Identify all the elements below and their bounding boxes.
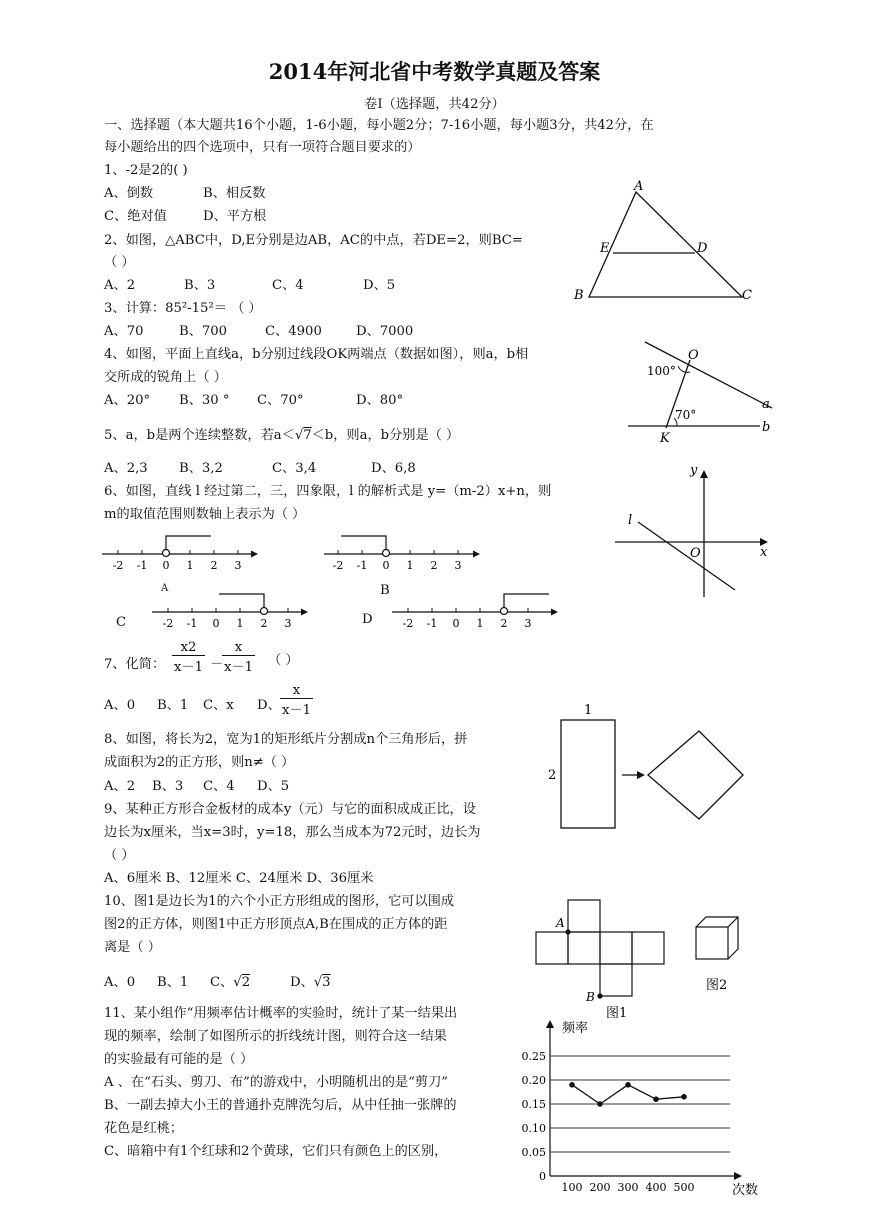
q8-option-b: B、3 xyxy=(152,779,184,794)
q9-stem-line2: 边长为x厘米，当x=3时，y=18，那么当成本为72元时，边长为 xyxy=(104,825,481,840)
q11-stem-line2: 现的频率，绘制了如图所示的折线统计图，则符合这一结果 xyxy=(104,1029,447,1044)
q7-minus: － xyxy=(210,657,224,672)
q7-optd-numerator: x xyxy=(280,683,313,699)
number-line-option-c xyxy=(150,586,310,634)
number-line-tick-label: 1 xyxy=(236,617,244,630)
label-y: y xyxy=(690,463,698,478)
section-header-line2: 每小题给出的四个选项中，只有一项符合题目要求的） xyxy=(104,140,421,155)
chart-y-axis-arrow xyxy=(546,1020,554,1028)
q5-option-b: B、3,2 xyxy=(179,461,223,476)
chart-data-point xyxy=(653,1096,659,1102)
label-x: x xyxy=(760,545,768,560)
number-line-tick-label: 2 xyxy=(500,617,508,630)
q8-option-a: A、2 xyxy=(104,779,136,794)
chart-y-tick-label: 0.25 xyxy=(521,1050,546,1063)
q3-stem: 3、计算：85²-15²＝ （ ） xyxy=(104,301,262,316)
chart-x-tick-label: 300 xyxy=(617,1181,639,1194)
q2-option-b: B、3 xyxy=(184,278,216,293)
q8-option-c: C、4 xyxy=(203,779,235,794)
label-width-1: 1 xyxy=(584,703,593,718)
q11-stem-line3: 的实验最有可能的是（ ） xyxy=(104,1052,254,1067)
q11-option-b-line1: B、一副去掉大小王的普通扑克牌洗匀后，从中任抽一张牌的 xyxy=(104,1098,457,1113)
number-line-tick-label: 2 xyxy=(210,559,218,572)
q11-option-b-line2: 花色是红桃； xyxy=(104,1121,184,1136)
q6-label-a: A xyxy=(161,583,169,594)
number-line-tick-label: 0 xyxy=(452,617,460,630)
number-line-option-b xyxy=(322,528,482,590)
q5-stem-part1: 5、a，b是两个连续整数，若a＜ xyxy=(104,428,295,443)
number-line-ray xyxy=(166,536,211,550)
q4-stem-line2: 交所成的锐角上（ ） xyxy=(104,370,227,385)
q7-fraction-2 xyxy=(222,640,255,675)
q7-fraction-1 xyxy=(172,640,205,675)
number-line-open-circle xyxy=(501,608,508,615)
q5-option-d: D、6,8 xyxy=(371,461,416,476)
q4-option-b: B、30 ° xyxy=(179,393,230,408)
triangle-label-c: C xyxy=(742,288,752,303)
q9-stem-line1: 9、某种正方形合金板材的成本y（元）与它的面积成成正比，设 xyxy=(104,802,476,817)
q7-optd-denominator: x－1 xyxy=(282,703,312,718)
q6-label-c: C xyxy=(116,615,127,630)
q4-stem-line1: 4、如图，平面上直线a，b分别过线段OK两端点（数据如图），则a，b相 xyxy=(104,347,529,362)
q9-paren: （ ） xyxy=(104,848,135,863)
number-line-tick-label: -1 xyxy=(186,617,198,630)
q7-frac2-denominator: x－1 xyxy=(224,660,254,675)
cube-front-face xyxy=(696,927,728,959)
triangle-figure xyxy=(570,178,760,308)
number-line-arrow xyxy=(473,551,480,558)
chart-x-axis-label: 次数 xyxy=(732,1183,759,1198)
label-origin: O xyxy=(690,546,701,561)
net-square-1 xyxy=(568,900,600,932)
q7-option-c: C、x xyxy=(203,698,234,713)
chart-y-tick-label: 0.15 xyxy=(521,1098,546,1111)
number-line-tick-label: 1 xyxy=(406,559,414,572)
number-line-tick-label: 1 xyxy=(476,617,484,630)
q2-option-d: D、5 xyxy=(363,278,396,293)
q5-option-a: A、2,3 xyxy=(104,461,148,476)
q6-label-d: D xyxy=(362,612,373,627)
q1-option-b: B、相反数 xyxy=(203,186,266,201)
number-line-tick-label: 2 xyxy=(430,559,438,572)
cube-net-figure xyxy=(530,895,750,1025)
chart-y-tick-label: 0.05 xyxy=(521,1146,546,1159)
chart-data-point xyxy=(569,1082,575,1088)
number-line-tick-label: 0 xyxy=(212,617,220,630)
q6-stem-line1: 6、如图，直线 l 经过第二，三，四象限，l 的解析式是 y=（m-2）x+n，则 xyxy=(104,484,552,499)
q10-sqrt-sign-d: √ xyxy=(313,975,323,990)
label-b: b xyxy=(762,420,771,435)
number-line-tick-label: -1 xyxy=(426,617,438,630)
number-line-arrow xyxy=(551,609,558,616)
q11-option-a: A 、在“石头、剪刀、布”的游戏中，小明随机出的是“剪刀” xyxy=(104,1075,448,1090)
chart-x-tick-label: 500 xyxy=(673,1181,695,1194)
number-line-tick-label: 3 xyxy=(454,559,462,572)
q1-stem: 1、-2是2的( ) xyxy=(104,163,188,178)
q5-stem-part2: ＜b，则a，b分别是（ ） xyxy=(311,428,460,443)
label-height-2: 2 xyxy=(548,768,557,783)
number-line-tick-label: 3 xyxy=(234,559,242,572)
q10-stem-line2: 图2的正方体，则图1中正方形顶点A,B在围成的正方体的距 xyxy=(104,917,448,932)
q10-option-c xyxy=(210,974,250,992)
chart-x-tick-label: 400 xyxy=(645,1181,667,1194)
point-b-dot xyxy=(597,993,602,998)
number-line-ray xyxy=(341,536,386,550)
axes-figure xyxy=(610,462,775,602)
q2-option-c: C、4 xyxy=(272,278,304,293)
label-a: a xyxy=(762,397,770,412)
q1-option-a: A、倒数 xyxy=(104,186,154,201)
cube-drawing xyxy=(696,917,738,959)
square-rotated xyxy=(648,731,743,819)
chart-data-point xyxy=(625,1082,631,1088)
chart-x-tick-label: 100 xyxy=(561,1181,583,1194)
number-line-open-circle xyxy=(383,550,390,557)
paper-title: 2014年河北省中考数学真题及答案 xyxy=(268,59,601,84)
q7-stem: 7、化简： xyxy=(104,657,166,672)
q7-paren: （ ） xyxy=(268,653,299,668)
q7-option-b: B、1 xyxy=(157,698,189,713)
q6-label-b: B xyxy=(380,583,390,598)
point-a-dot xyxy=(565,929,570,934)
number-line-option-d xyxy=(390,586,560,634)
triangle-label-d: D xyxy=(697,241,708,256)
label-angle-100: 100° xyxy=(647,364,676,378)
q6-stem-line2: m的取值范围则数轴上表示为（ ） xyxy=(104,507,306,522)
label-k: K xyxy=(660,431,670,446)
q3-option-a: A、70 xyxy=(104,324,144,339)
line-l xyxy=(638,522,735,590)
number-line-tick-label: 1 xyxy=(186,559,194,572)
q10-option-d-sqrt: 3 xyxy=(322,975,331,990)
q1-option-d: D、平方根 xyxy=(203,209,267,224)
chart-y-axis-label: 频率 xyxy=(562,1021,589,1036)
q10-stem-line1: 10、图1是边长为1的六个小正方形组成的图形，它可以围成 xyxy=(104,894,455,909)
q10-option-c-label: C、 xyxy=(210,975,234,990)
q10-stem-line3: 离是（ ） xyxy=(104,940,161,955)
q7-frac1-denominator: x－1 xyxy=(174,660,204,675)
chart-y-tick-label: 0.20 xyxy=(521,1074,546,1087)
number-line-tick-label: -1 xyxy=(356,559,368,572)
q11-option-c: C、暗箱中有1个红球和2个黄球，它们只有颜色上的区别， xyxy=(104,1144,448,1159)
label-point-a: A xyxy=(556,916,565,930)
section-header-line1: 一、选择题（本大题共16个小题，1-6小题，每小题2分；7-16小题，每小题3分，共42分，在 xyxy=(104,118,654,133)
rectangle-2x1 xyxy=(561,720,615,828)
q7-option-a: A、0 xyxy=(104,698,136,713)
number-line-tick-label: 0 xyxy=(382,559,390,572)
net-square-5 xyxy=(632,932,664,964)
q7-frac1-numerator: x2 xyxy=(172,640,205,656)
q4-option-d: D、80° xyxy=(356,393,404,408)
q3-option-c: C、4900 xyxy=(265,324,322,339)
label-fig2: 图2 xyxy=(706,978,728,993)
number-line-tick-label: -2 xyxy=(402,617,414,630)
q10-sqrt-sign-c: √ xyxy=(233,975,242,990)
q8-stem-line2: 成面积为2的正方形，则n≠（ ） xyxy=(104,755,295,770)
triangle-abc xyxy=(589,192,742,297)
q3-option-b: B、700 xyxy=(179,324,228,339)
net-square-4 xyxy=(600,932,632,964)
chart-x-axis-arrow xyxy=(734,1172,742,1180)
number-line-tick-label: 3 xyxy=(524,617,532,630)
number-line-open-circle xyxy=(163,550,170,557)
label-fig1: 图1 xyxy=(606,1006,628,1021)
number-line-tick-label: -1 xyxy=(136,559,148,572)
q1-option-c: C、绝对值 xyxy=(104,209,167,224)
q2-paren: （ ） xyxy=(104,255,135,270)
y-axis-arrow xyxy=(700,470,708,478)
paper-subtitle: 卷Ⅰ（选择题，共42分） xyxy=(364,97,505,112)
q3-option-d: D、7000 xyxy=(356,324,414,339)
number-line-ray xyxy=(219,594,264,608)
q8-stem-line1: 8、如图，将长为2，宽为1的矩形纸片分割成n个三角形后，拼 xyxy=(104,732,468,747)
lines-figure xyxy=(620,338,790,448)
q5-sqrt-sign: √ xyxy=(294,428,304,443)
q10-option-d xyxy=(290,974,331,992)
q5-sqrt-value: 7 xyxy=(303,428,312,443)
number-line-tick-label: -2 xyxy=(112,559,124,572)
label-o: O xyxy=(688,348,699,363)
chart-x-tick-label: 200 xyxy=(589,1181,611,1194)
number-line-open-circle xyxy=(261,608,268,615)
label-l: l xyxy=(628,513,633,528)
rectangle-square-figure xyxy=(540,700,770,835)
q9-options: A、6厘米 B、12厘米 C、24厘米 D、36厘米 xyxy=(104,871,374,886)
number-line-option-a xyxy=(100,528,260,590)
number-line-arrow xyxy=(301,609,308,616)
number-line-tick-label: 2 xyxy=(260,617,268,630)
net-square-3 xyxy=(568,932,600,964)
number-line-ray xyxy=(504,594,549,608)
chart-data-point xyxy=(597,1101,603,1107)
number-line-tick-label: -2 xyxy=(332,559,344,572)
number-line-tick-label: -2 xyxy=(162,617,174,630)
q2-stem: 2、如图，△ABC中，D,E分别是边AB，AC的中点，若DE=2，则BC= xyxy=(104,233,523,248)
q10-option-a: A、0 xyxy=(104,975,136,990)
number-line-arrow xyxy=(251,551,258,558)
q10-option-c-sqrt: 2 xyxy=(241,975,251,990)
q2-option-a: A、2 xyxy=(104,278,136,293)
triangle-label-e: E xyxy=(600,241,610,256)
arrow-head xyxy=(637,771,645,779)
q4-option-c: C、70° xyxy=(257,393,304,408)
frequency-line-chart xyxy=(520,1018,760,1198)
triangle-label-a: A xyxy=(634,179,644,194)
q7-option-d-fraction xyxy=(280,683,313,718)
triangle-label-b: B xyxy=(574,288,584,303)
chart-y-tick-label: 0 xyxy=(539,1170,546,1183)
number-line-tick-label: 0 xyxy=(162,559,170,572)
q10-option-d-label: D、 xyxy=(290,975,314,990)
net-square-6 xyxy=(600,964,632,996)
q7-option-d: D、 xyxy=(257,698,281,713)
chart-y-tick-label: 0.10 xyxy=(521,1122,546,1135)
q5-stem xyxy=(104,427,459,445)
q11-stem-line1: 11、某小组作“用频率估计概率的实验时，统计了某一结果出 xyxy=(104,1006,458,1021)
number-line-tick-label: 3 xyxy=(284,617,292,630)
q8-option-d: D、5 xyxy=(257,779,290,794)
q7-frac2-numerator: x xyxy=(222,640,255,656)
q4-option-a: A、20° xyxy=(104,393,151,408)
cube-top-edge xyxy=(728,917,738,927)
label-angle-70: 70° xyxy=(675,408,697,422)
chart-series-line xyxy=(572,1085,684,1104)
label-point-b: B xyxy=(586,990,595,1004)
chart-data-point xyxy=(681,1094,687,1100)
q10-option-b: B、1 xyxy=(157,975,189,990)
q5-option-c: C、3,4 xyxy=(272,461,317,476)
net-square-2 xyxy=(536,932,568,964)
